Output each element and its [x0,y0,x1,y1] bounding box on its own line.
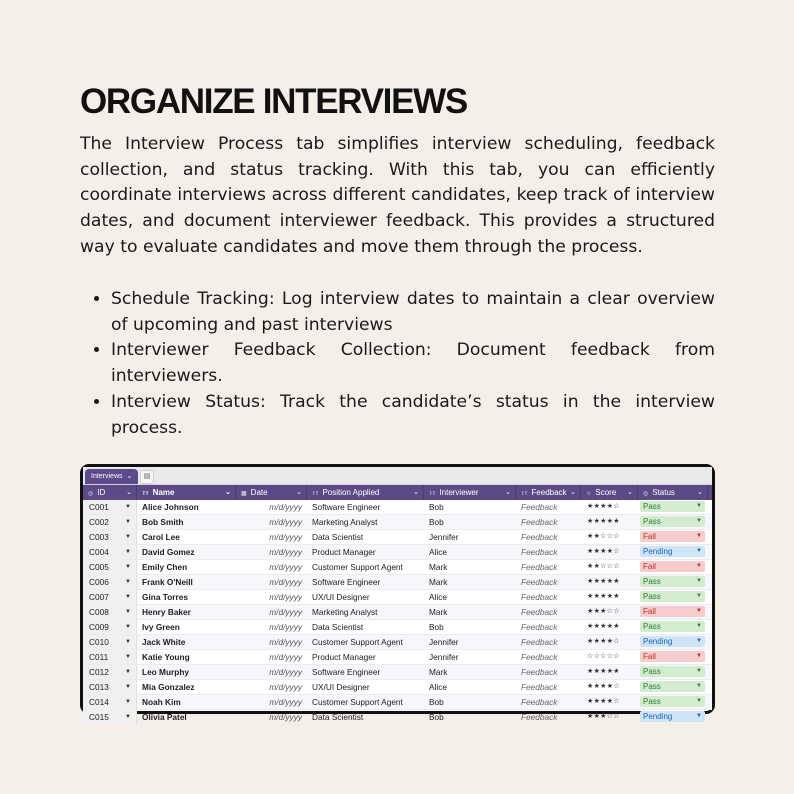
cell-position[interactable]: UX/UI Designer [312,682,370,692]
cell-score[interactable]: ★★★★★ [587,518,620,525]
cell-position[interactable]: Data Scientist [312,622,364,632]
cell-score[interactable]: ★★☆☆☆ [587,533,620,540]
table-row [83,590,712,605]
cell-score[interactable]: ★★★★☆ [587,548,620,555]
status-badge[interactable]: Pass ▼ [640,516,705,527]
cell-feedback[interactable]: Feedback [521,652,558,662]
chevron-down-icon[interactable]: ⌄ [697,489,703,496]
cell-score[interactable]: ★★☆☆☆ [587,563,620,570]
cell-position[interactable]: Software Engineer [312,577,381,587]
dropdown-arrow-icon[interactable]: ▼ [125,519,131,525]
status-badge[interactable]: Pass ▼ [640,666,705,677]
dropdown-arrow-icon[interactable]: ▼ [125,534,131,540]
cell-status[interactable] [638,605,708,619]
table-row [83,710,712,725]
status-badge[interactable]: Pass ▼ [640,681,705,692]
dropdown-arrow-icon[interactable]: ▼ [125,504,131,510]
cell-name[interactable]: Frank O'Neill [142,577,193,587]
cell-name[interactable]: Gina Torres [142,592,188,602]
column-header-id[interactable]: ◎ ID ⌄ [83,485,137,500]
cell-score[interactable]: ★★★★★ [587,578,620,585]
cell-status[interactable] [638,575,708,589]
dropdown-arrow-icon[interactable]: ▼ [696,608,702,614]
cell-name[interactable]: Jack White [142,637,186,647]
cell-date[interactable]: m/d/yyyy [269,652,302,662]
cell-score[interactable]: ★★★★★ [587,668,620,675]
dropdown-arrow-icon[interactable]: ▼ [696,698,702,704]
text-field-icon: Tт [429,491,436,497]
cell-date[interactable]: m/d/yyyy [269,532,302,542]
dropdown-arrow-icon[interactable]: ▼ [696,713,702,719]
cell-interviewer[interactable]: Bob [429,622,444,632]
cell-date[interactable]: m/d/yyyy [269,712,302,722]
cell-date[interactable]: m/d/yyyy [269,697,302,707]
cell-feedback[interactable]: Feedback [521,712,558,722]
column-header-position[interactable]: Tт Position Applied ⌄ [307,485,424,500]
cell-date[interactable]: m/d/yyyy [269,682,302,692]
cell-id[interactable]: C005 ▼ [83,560,137,574]
status-badge[interactable]: Fail ▼ [640,531,705,542]
cell-feedback[interactable]: Feedback [521,682,558,692]
dropdown-arrow-icon[interactable]: ▼ [125,639,131,645]
status-badge[interactable]: Pending ▼ [640,711,705,722]
cell-feedback[interactable]: Feedback [521,592,558,602]
table-row [83,665,712,680]
dropdown-arrow-icon[interactable]: ▼ [696,623,702,629]
cell-status[interactable] [638,635,708,649]
cell-feedback[interactable]: Feedback [521,577,558,587]
cell-name[interactable]: Bob Smith [142,517,184,527]
cell-id[interactable]: C010 ▼ [83,635,137,649]
text-field-icon: Tт [142,491,149,497]
status-badge[interactable]: Pass ▼ [640,501,705,512]
cell-interviewer[interactable]: Alice [429,547,447,557]
cell-score[interactable]: ★★★★☆ [587,698,620,705]
cell-feedback[interactable]: Feedback [521,562,558,572]
status-badge[interactable]: Pass ▼ [640,696,705,707]
cell-position[interactable]: UX/UI Designer [312,592,370,602]
cell-interviewer[interactable]: Jennifer [429,532,459,542]
dropdown-arrow-icon[interactable]: ▼ [125,609,131,615]
cell-id[interactable]: C012 ▼ [83,665,137,679]
table-row [83,680,712,695]
cell-feedback[interactable]: Feedback [521,637,558,647]
status-badge[interactable]: Fail ▼ [640,561,705,572]
tab-label: Interviews [91,473,123,480]
dropdown-arrow-icon[interactable]: ▼ [125,714,131,720]
cell-date[interactable]: m/d/yyyy [269,622,302,632]
status-badge[interactable]: Fail ▼ [640,606,705,617]
cell-status[interactable] [638,530,708,544]
table-row [83,500,712,515]
table-row [83,545,712,560]
cell-score[interactable]: ★★★☆☆ [587,713,620,720]
dropdown-arrow-icon[interactable]: ▼ [696,578,702,584]
table-header [83,485,712,500]
cell-score[interactable]: ★★★☆☆ [587,608,620,615]
cell-feedback[interactable]: Feedback [521,517,558,527]
status-badge[interactable]: Pass ▼ [640,621,705,632]
cell-status[interactable] [638,710,708,724]
chevron-down-icon[interactable]: ⌄ [126,489,132,496]
dropdown-arrow-icon[interactable]: ▼ [125,669,131,675]
cell-score[interactable]: ★★★★★ [587,593,620,600]
cell-name[interactable]: Olivia Patel [142,712,187,722]
cell-id[interactable]: C006 ▼ [83,575,137,589]
cell-interviewer[interactable]: Bob [429,712,444,722]
dropdown-arrow-icon[interactable]: ▼ [125,624,131,630]
cell-score[interactable]: ★★★★★ [587,623,620,630]
column-header-date[interactable]: ▦ Date ⌄ [236,485,307,500]
cell-feedback[interactable]: Feedback [521,502,558,512]
cell-interviewer[interactable]: Mark [429,577,448,587]
cell-interviewer[interactable]: Bob [429,517,444,527]
dropdown-arrow-icon[interactable]: ▼ [696,503,702,509]
cell-feedback[interactable]: Feedback [521,607,558,617]
cell-position[interactable]: Customer Support Agent [312,562,403,572]
dropdown-arrow-icon[interactable]: ▼ [125,654,131,660]
dropdown-arrow-icon[interactable]: ▼ [696,683,702,689]
cell-name[interactable]: Ivy Green [142,622,180,632]
cell-date[interactable]: m/d/yyyy [269,562,302,572]
cell-feedback[interactable]: Feedback [521,667,558,677]
column-header-score[interactable]: ☆ Score ⌄ [581,485,638,500]
table-row [83,620,712,635]
cell-name[interactable]: Emily Chen [142,562,188,572]
cell-date[interactable]: m/d/yyyy [269,592,302,602]
table-row [83,605,712,620]
text-field-icon: Tт [312,491,319,497]
status-field-icon: ◎ [643,491,649,497]
dropdown-arrow-icon[interactable]: ▼ [696,653,702,659]
cell-interviewer[interactable]: Bob [429,697,444,707]
cell-interviewer[interactable]: Mark [429,562,448,572]
chevron-down-icon[interactable]: ⌄ [505,489,511,496]
dropdown-arrow-icon[interactable]: ▼ [125,564,131,570]
cell-interviewer[interactable]: Mark [429,607,448,617]
dropdown-arrow-icon[interactable]: ▼ [696,533,702,539]
column-header-feedback[interactable]: Tт Feedback ⌄ [516,485,581,500]
dropdown-arrow-icon[interactable]: ▼ [125,549,131,555]
dropdown-arrow-icon[interactable]: ▼ [696,548,702,554]
cell-position[interactable]: Data Scientist [312,712,364,722]
add-sheet-icon[interactable]: ▤ [140,470,154,484]
chevron-down-icon[interactable]: ⌄ [413,489,419,496]
dropdown-arrow-icon[interactable]: ▼ [125,699,131,705]
tab-interviews[interactable] [85,469,138,484]
cell-score[interactable]: ☆☆☆☆☆ [587,653,620,660]
cell-status[interactable] [638,560,708,574]
cell-status[interactable] [638,500,708,514]
cell-name[interactable]: Katie Young [142,652,190,662]
cell-position[interactable]: Customer Support Agent [312,637,403,647]
status-badge[interactable]: Pending ▼ [640,636,705,647]
column-header-name[interactable]: Tт Name ⌄ [137,485,236,500]
text-field-icon: Tт [521,491,528,497]
table-row [83,560,712,575]
chevron-down-icon[interactable]: ⌄ [225,489,231,496]
dropdown-arrow-icon[interactable]: ▼ [125,684,131,690]
cell-date[interactable]: m/d/yyyy [269,502,302,512]
chevron-down-icon: ⌄ [126,473,133,480]
table-row [83,635,712,650]
cell-id[interactable]: C003 ▼ [83,530,137,544]
cell-feedback[interactable]: Feedback [521,697,558,707]
cell-id[interactable]: C013 ▼ [83,680,137,694]
cell-position[interactable]: Software Engineer [312,502,381,512]
sheet-tab-bar [83,467,712,485]
cell-position[interactable]: Product Manager [312,547,376,557]
cell-score[interactable]: ★★★★☆ [587,638,620,645]
status-badge[interactable]: Pass ▼ [640,591,705,602]
table-body [83,500,712,725]
cell-interviewer[interactable]: Alice [429,592,447,602]
spreadsheet-preview [80,464,715,722]
cell-interviewer[interactable]: Bob [429,502,444,512]
cell-status[interactable] [638,650,708,664]
cell-score[interactable]: ★★★★☆ [587,683,620,690]
table-row [83,575,712,590]
cell-date[interactable]: m/d/yyyy [269,667,302,677]
dropdown-arrow-icon[interactable]: ▼ [696,638,702,644]
column-header-interviewer[interactable]: Tт Interviewer ⌄ [424,485,516,500]
cell-feedback[interactable]: Feedback [521,547,558,557]
cell-status[interactable] [638,665,708,679]
chevron-down-icon[interactable]: ⌄ [627,489,633,496]
cell-date[interactable]: m/d/yyyy [269,577,302,587]
cell-name[interactable]: Alice Johnson [142,502,199,512]
dropdown-arrow-icon[interactable]: ▼ [125,579,131,585]
cell-interviewer[interactable]: Jennifer [429,637,459,647]
feature-list [80,287,715,441]
table-row [83,530,712,545]
cell-name[interactable]: Carol Lee [142,532,180,542]
cell-id[interactable]: C011 ▼ [83,650,137,664]
chevron-down-icon[interactable]: ⌄ [296,489,302,496]
cell-status[interactable] [638,680,708,694]
cell-feedback[interactable]: Feedback [521,532,558,542]
cell-status[interactable] [638,590,708,604]
cell-id[interactable]: C008 ▼ [83,605,137,619]
cell-status[interactable] [638,515,708,529]
cell-score[interactable]: ★★★★☆ [587,503,620,510]
cell-feedback[interactable]: Feedback [521,622,558,632]
cell-status[interactable] [638,695,708,709]
cell-id[interactable]: C007 ▼ [83,590,137,604]
feature-item-status: • Interview Status: Track the candidate’s status in the interview process. [111,390,715,441]
page-title: ORGANIZE INTERVIEWS [80,82,467,121]
cell-id[interactable]: C014 ▼ [83,695,137,709]
cell-position[interactable]: Marketing Analyst [312,607,378,617]
cell-position[interactable]: Customer Support Agent [312,697,403,707]
cell-date[interactable]: m/d/yyyy [269,517,302,527]
dropdown-arrow-icon[interactable]: ▼ [125,594,131,600]
cell-status[interactable] [638,545,708,559]
cell-interviewer[interactable]: Mark [429,667,448,677]
feature-item-schedule: • Schedule Tracking: Log interview dates to maintain a clear overview of upcoming and past interviews [111,287,715,338]
cell-date[interactable]: m/d/yyyy [269,607,302,617]
cell-position[interactable]: Software Engineer [312,667,381,677]
cell-name[interactable]: Mia Gonzalez [142,682,195,692]
cell-status[interactable] [638,620,708,634]
cell-position[interactable]: Marketing Analyst [312,517,378,527]
column-header-status[interactable]: ◎ Status ⌄ [638,485,708,500]
dropdown-arrow-icon[interactable]: ▼ [696,593,702,599]
dropdown-arrow-icon[interactable]: ▼ [696,563,702,569]
cell-id[interactable]: C009 ▼ [83,620,137,634]
cell-interviewer[interactable]: Jennifer [429,652,459,662]
star-icon: ☆ [586,491,592,497]
table-row [83,695,712,710]
cell-id[interactable]: C015 ▼ [83,710,137,724]
cell-name[interactable]: Noah Kim [142,697,181,707]
cell-id[interactable]: C002 ▼ [83,515,137,529]
cell-id[interactable]: C004 ▼ [83,545,137,559]
cell-position[interactable]: Product Manager [312,652,376,662]
cell-position[interactable]: Data Scientist [312,532,364,542]
intro-paragraph: The Interview Process tab simplifies interview scheduling, feedback collection, and status tracking. With this tab, you can efficiently coordinate interviews across different candidates, keep track of interview dates, and document interviewer feedback. This provides a structured way to evaluate candidates and move them through the process. [80,134,715,257]
status-badge[interactable]: Pass ▼ [640,576,705,587]
chevron-down-icon[interactable]: ⌄ [570,489,576,496]
feature-item-feedback: • Interviewer Feedback Collection: Document feedback from interviewers. [111,338,715,389]
id-field-icon: ◎ [88,491,94,497]
cell-interviewer[interactable]: Alice [429,682,447,692]
dropdown-arrow-icon[interactable]: ▼ [696,518,702,524]
status-badge[interactable]: Pending ▼ [640,546,705,557]
dropdown-arrow-icon[interactable]: ▼ [696,668,702,674]
cell-name[interactable]: Leo Murphy [142,667,190,677]
table-row [83,515,712,530]
calendar-icon: ▦ [241,491,247,497]
table-row [83,650,712,665]
cell-name[interactable]: David Gomez [142,547,195,557]
cell-name[interactable]: Henry Baker [142,607,191,617]
status-badge[interactable]: Fail ▼ [640,651,705,662]
cell-date[interactable]: m/d/yyyy [269,547,302,557]
cell-id[interactable]: C001 ▼ [83,500,137,514]
cell-date[interactable]: m/d/yyyy [269,637,302,647]
